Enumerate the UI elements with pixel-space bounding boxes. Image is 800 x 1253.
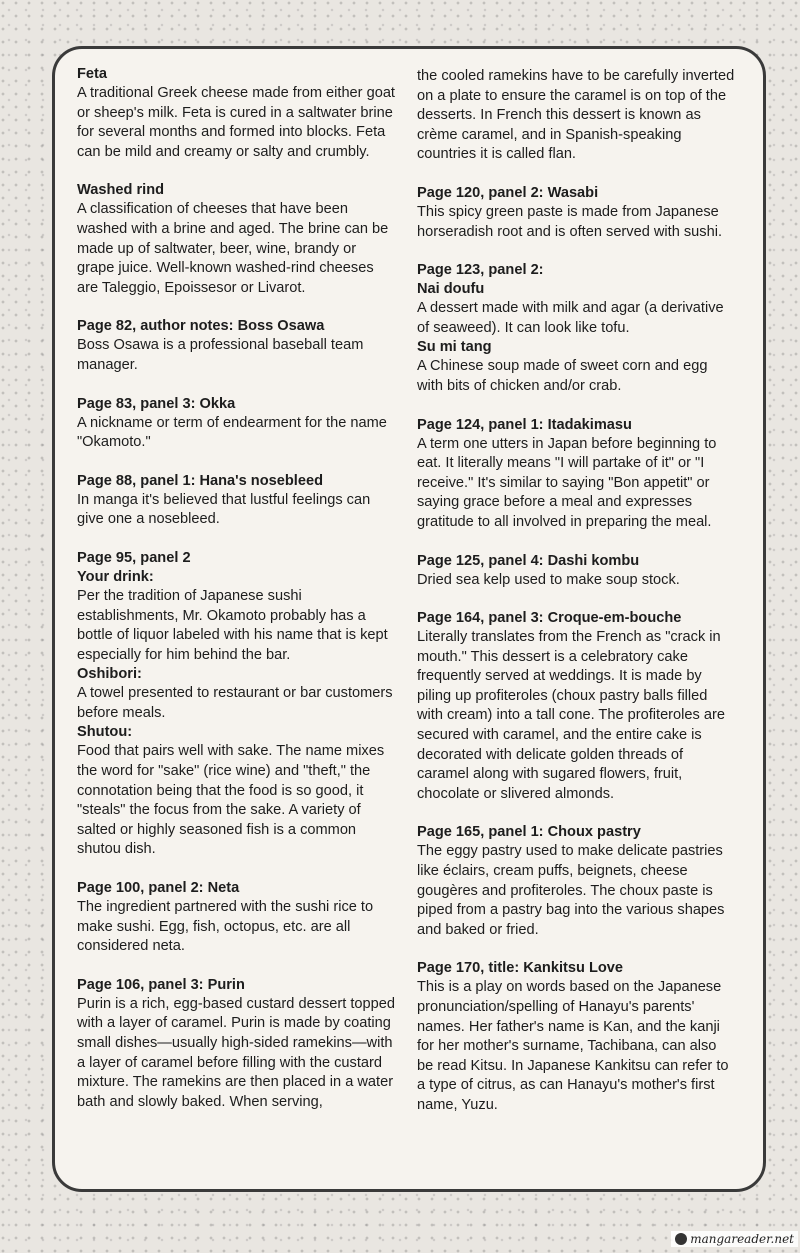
entry-body: Purin is a rich, egg-based custard dessert topped with a layer of caramel. Purin is made by coating small dishes—usually high-sided ramekins—with a layer of caramel before filling with the custard mixture. The ramekins are then placed in a water bath and slowly baked. When serving, <box>77 995 395 1110</box>
glossary-entry <box>77 549 395 860</box>
entry-subheading: Shutou: <box>77 724 133 741</box>
entry-body: In manga it's believed that lustful feelings can give one a nosebleed. <box>77 491 371 528</box>
glossary-entry <box>417 959 735 1115</box>
entry-body: Per the tradition of Japanese sushi establishments, Mr. Okamoto probably has a bottle of liquor labeled with his name that is kept especially for him behind the bar. <box>77 587 388 663</box>
glossary-entry <box>77 395 395 453</box>
entry-subheading: Su mi tang <box>417 339 492 356</box>
entry-body: Boss Osawa is a professional baseball team manager. <box>77 337 364 373</box>
logo-icon <box>675 1233 687 1245</box>
entry-body: Dried sea kelp used to make soup stock. <box>417 571 680 588</box>
glossary-entry <box>417 67 735 165</box>
entry-body: the cooled ramekins have to be carefully inverted on a plate to ensure the caramel is on top of the desserts. In French this dessert is known as crème caramel, and in Spanish-speaking countries it is called flan. <box>417 68 735 163</box>
entry-body: This is a play on words based on the Japanese pronunciation/spelling of Hanayu's parents' names. Her father's name is Kan, and the kanji for her mother's surname, Tachibana, can also be read Kitsu. In Japanese Kankitsu can refer to a type of citrus, as can Hanayu's mother's first name, Yuzu. <box>417 979 729 1113</box>
entry-body: A Chinese soup made of sweet corn and egg with bits of chicken and/or crab. <box>417 358 708 394</box>
entry-heading: Page 165, panel 1: Choux pastry <box>417 824 641 841</box>
entry-body: A traditional Greek cheese made from either goat or sheep's milk. Feta is cured in a saltwater brine for several months and formed into blocks. Feta can be mild and creamy or salty and crumbly. <box>77 85 395 160</box>
glossary-entry <box>417 184 735 242</box>
entry-heading: Washed rind <box>77 182 165 199</box>
entry-heading: Page 120, panel 2: Wasabi <box>417 184 599 201</box>
entry-heading: Page 82, author notes: Boss Osawa <box>77 318 325 335</box>
entry-heading: Page 83, panel 3: Okka <box>77 395 236 412</box>
entry-subheading: Nai doufu <box>417 281 485 298</box>
glossary-panel <box>52 46 766 1192</box>
entry-subheading: Your drink: <box>77 568 154 585</box>
entry-body: A nickname or term of endearment for the name "Okamoto." <box>77 414 387 451</box>
watermark <box>671 1231 798 1247</box>
entry-body: Literally translates from the French as "crack in mouth." This dessert is a celebratory cake frequently served at weddings. It is made by piling up profiteroles (choux pastry balls filled with cream) into a tall cone. The profiteroles are secured with caramel, and the entire cake is decorated with delicate golden threads of caramel along with sugared flowers, fruit, chocolate or slivered almonds. <box>417 629 725 802</box>
entry-body: Food that pairs well with sake. The name mixes the word for "sake" (rice wine) and "theft," the connotation being that the food is so good, it "steals" the focus from the sake. A variety of salted or highly seasoned fish is a common shutou dish. <box>77 743 385 858</box>
watermark-text: mangareader.net <box>690 1232 794 1246</box>
glossary-entry <box>417 416 735 533</box>
entry-heading: Page 100, panel 2: Neta <box>77 880 240 897</box>
glossary-entry <box>77 317 395 375</box>
entry-body: This spicy green paste is made from Japanese horseradish root and is often served with sushi. <box>417 203 723 240</box>
glossary-entry <box>417 823 735 940</box>
glossary-entry <box>417 552 735 591</box>
entry-heading: Feta <box>77 66 108 82</box>
entry-heading: Page 106, panel 3: Purin <box>77 976 245 993</box>
entry-heading: Page 125, panel 4: Dashi kombu <box>417 552 640 569</box>
glossary-entry <box>77 879 395 957</box>
glossary-entry <box>77 472 395 530</box>
entry-body: A dessert made with milk and agar (a derivative of seaweed). It can look like tofu. <box>417 300 724 336</box>
entry-heading: Page 123, panel 2: <box>417 262 544 279</box>
glossary-entry <box>77 976 395 1113</box>
right-column <box>417 67 735 1135</box>
entry-body: A towel presented to restaurant or bar customers before meals. <box>77 685 393 721</box>
entry-heading: Page 95, panel 2 <box>77 549 191 566</box>
glossary-entry <box>77 181 395 298</box>
entry-heading: Page 124, panel 1: Itadakimasu <box>417 416 632 433</box>
glossary-entry <box>77 65 395 162</box>
left-column <box>77 65 395 1131</box>
entry-body: The ingredient partnered with the sushi rice to make sushi. Egg, fish, octopus, etc. are all considered neta. <box>77 899 374 955</box>
entry-body: A classification of cheeses that have been washed with a brine and aged. The brine can be made up of saltwater, beer, wine, brandy or grape juice. Well-known washed-rind cheeses are Taleggio, Epoissesor or Livarot. <box>77 201 389 296</box>
entry-heading: Page 88, panel 1: Hana's nosebleed <box>77 472 323 489</box>
glossary-entry <box>417 261 735 396</box>
entry-body: A term one utters in Japan before beginning to eat. It literally means "I will partake of it" or "I receive." It's similar to saying "Bon appetit" or saying grace before a meal and expresses gratitude to all involved in preparing the meal. <box>417 435 717 530</box>
glossary-entry <box>417 609 735 804</box>
entry-body: The eggy pastry used to make delicate pastries like éclairs, cream puffs, beignets, cheese gougères and profiteroles. The choux paste is piped from a pastry bag into the various shapes and baked or fried. <box>417 843 725 938</box>
entry-heading: Page 170, title: Kankitsu Love <box>417 960 624 977</box>
entry-subheading: Oshibori: <box>77 666 142 683</box>
entry-heading: Page 164, panel 3: Croque-em-bouche <box>417 610 682 627</box>
